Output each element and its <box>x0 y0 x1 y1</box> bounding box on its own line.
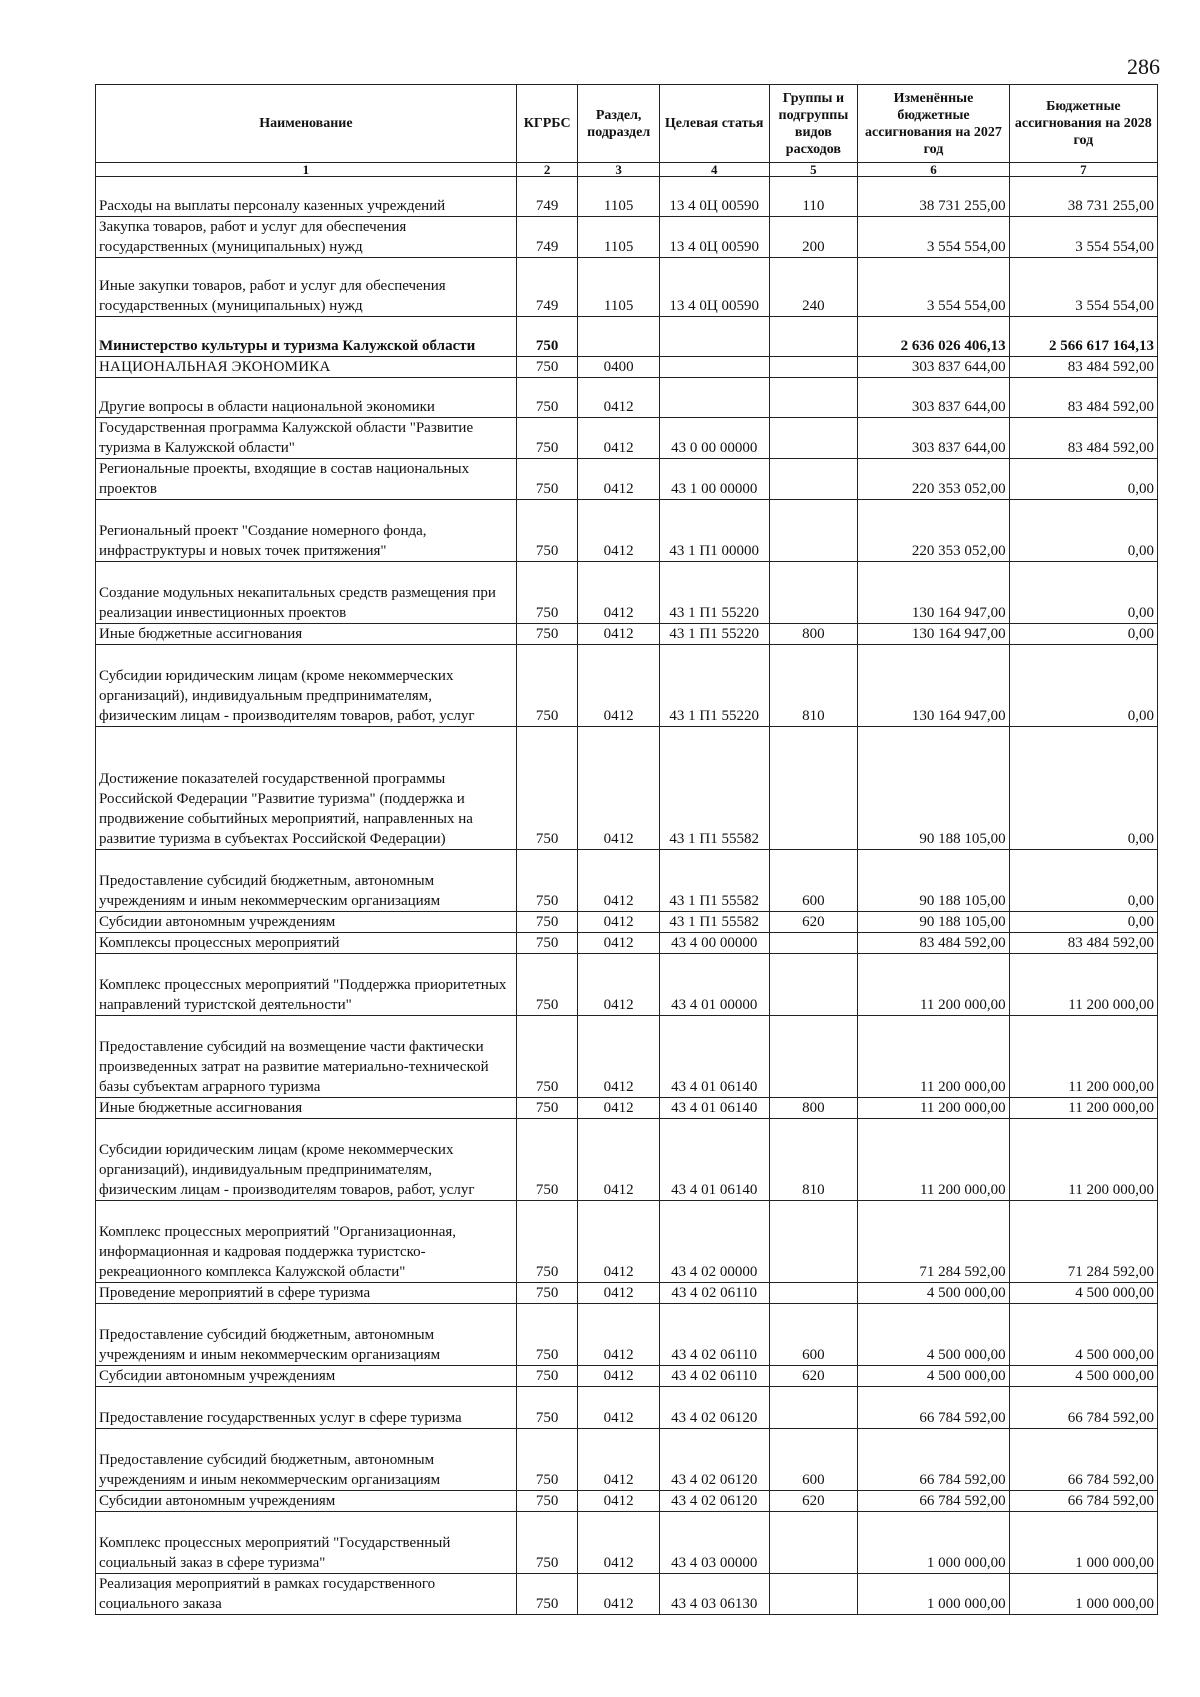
row-razdel <box>578 317 659 357</box>
row-sum-2028: 83 484 592,00 <box>1009 418 1157 459</box>
row-name: Предоставление государственных услуг в сфере туризма <box>96 1387 517 1429</box>
table-row <box>96 727 1158 850</box>
row-cel: 43 0 00 00000 <box>659 418 769 459</box>
header-kgrbs: КГРБС <box>516 85 578 163</box>
table-row <box>96 378 1158 418</box>
row-sum-2028: 83 484 592,00 <box>1009 378 1157 418</box>
row-vr <box>769 459 858 500</box>
row-razdel: 0400 <box>578 357 659 378</box>
row-kgrbs: 750 <box>516 1098 578 1119</box>
row-kgrbs: 750 <box>516 1387 578 1429</box>
row-cel: 43 4 03 00000 <box>659 1512 769 1574</box>
row-sum-2028: 71 284 592,00 <box>1009 1201 1157 1283</box>
row-vr: 800 <box>769 624 858 645</box>
row-razdel: 0412 <box>578 727 659 850</box>
row-razdel: 0412 <box>578 954 659 1016</box>
row-kgrbs: 749 <box>516 217 578 258</box>
row-sum-2028: 11 200 000,00 <box>1009 1016 1157 1098</box>
row-sum-2028: 11 200 000,00 <box>1009 954 1157 1016</box>
row-name: Региональный проект "Создание номерного фонда, инфраструктуры и новых точек притяжения" <box>96 500 517 562</box>
row-vr <box>769 1283 858 1304</box>
row-sum-2027: 303 837 644,00 <box>858 418 1009 459</box>
row-sum-2027: 66 784 592,00 <box>858 1429 1009 1491</box>
table-row <box>96 933 1158 954</box>
row-kgrbs: 750 <box>516 1574 578 1615</box>
table-row <box>96 217 1158 258</box>
header-razdel: Раздел, подраздел <box>578 85 659 163</box>
col-number: 1 <box>96 163 517 177</box>
row-razdel: 0412 <box>578 1366 659 1387</box>
table-row <box>96 459 1158 500</box>
row-razdel: 0412 <box>578 912 659 933</box>
row-razdel: 0412 <box>578 850 659 912</box>
row-cel: 13 4 0Ц 00590 <box>659 217 769 258</box>
row-razdel: 0412 <box>578 1512 659 1574</box>
row-cel <box>659 357 769 378</box>
row-sum-2027: 83 484 592,00 <box>858 933 1009 954</box>
row-cel: 43 1 П1 55220 <box>659 624 769 645</box>
row-vr <box>769 1512 858 1574</box>
row-kgrbs: 750 <box>516 1119 578 1201</box>
row-name: Предоставление субсидий бюджетным, автономным учреждениям и иным некоммерческим организациям <box>96 1429 517 1491</box>
row-cel: 43 4 02 06110 <box>659 1304 769 1366</box>
row-vr: 240 <box>769 258 858 317</box>
row-sum-2027: 71 284 592,00 <box>858 1201 1009 1283</box>
row-sum-2027: 90 188 105,00 <box>858 850 1009 912</box>
table-row <box>96 1119 1158 1201</box>
row-cel: 43 4 01 00000 <box>659 954 769 1016</box>
row-kgrbs: 750 <box>516 624 578 645</box>
row-name: Региональные проекты, входящие в состав национальных проектов <box>96 459 517 500</box>
row-vr: 620 <box>769 912 858 933</box>
row-vr <box>769 933 858 954</box>
row-sum-2027: 4 500 000,00 <box>858 1283 1009 1304</box>
row-name: НАЦИОНАЛЬНАЯ ЭКОНОМИКА <box>96 357 517 378</box>
row-vr <box>769 1387 858 1429</box>
header-sum-2027: Изменённые бюджетные ассигнования на 2027 год <box>858 85 1009 163</box>
row-kgrbs: 750 <box>516 1366 578 1387</box>
row-kgrbs: 750 <box>516 912 578 933</box>
row-name: Создание модульных некапитальных средств размещения при реализации инвестиционных проектов <box>96 562 517 624</box>
row-name: Министерство культуры и туризма Калужской области <box>96 317 517 357</box>
row-sum-2027: 2 636 026 406,13 <box>858 317 1009 357</box>
table-row <box>96 624 1158 645</box>
row-kgrbs: 750 <box>516 1512 578 1574</box>
row-sum-2028: 2 566 617 164,13 <box>1009 317 1157 357</box>
row-sum-2028: 0,00 <box>1009 727 1157 850</box>
row-name: Предоставление субсидий бюджетным, автономным учреждениям и иным некоммерческим организациям <box>96 1304 517 1366</box>
row-name: Иные закупки товаров, работ и услуг для обеспечения государственных (муниципальных) нужд <box>96 258 517 317</box>
row-sum-2027: 4 500 000,00 <box>858 1366 1009 1387</box>
row-kgrbs: 750 <box>516 357 578 378</box>
row-razdel: 0412 <box>578 933 659 954</box>
row-razdel: 0412 <box>578 562 659 624</box>
row-sum-2028: 1 000 000,00 <box>1009 1512 1157 1574</box>
row-name: Закупка товаров, работ и услуг для обеспечения государственных (муниципальных) нужд <box>96 217 517 258</box>
row-razdel: 0412 <box>578 1574 659 1615</box>
table-row <box>96 317 1158 357</box>
row-sum-2028: 66 784 592,00 <box>1009 1387 1157 1429</box>
row-vr <box>769 378 858 418</box>
page-number: 286 <box>1127 54 1160 79</box>
row-sum-2028: 0,00 <box>1009 645 1157 727</box>
row-vr <box>769 418 858 459</box>
row-vr: 810 <box>769 1119 858 1201</box>
row-sum-2027: 3 554 554,00 <box>858 258 1009 317</box>
row-cel: 43 4 03 06130 <box>659 1574 769 1615</box>
row-vr <box>769 500 858 562</box>
row-razdel: 0412 <box>578 1119 659 1201</box>
row-razdel: 1105 <box>578 217 659 258</box>
row-vr: 800 <box>769 1098 858 1119</box>
row-kgrbs: 750 <box>516 562 578 624</box>
row-vr: 110 <box>769 177 858 217</box>
row-sum-2028: 11 200 000,00 <box>1009 1098 1157 1119</box>
col-number: 5 <box>769 163 858 177</box>
row-kgrbs: 750 <box>516 727 578 850</box>
header-cel: Целевая статья <box>659 85 769 163</box>
table-row <box>96 258 1158 317</box>
table-row <box>96 1366 1158 1387</box>
row-name: Предоставление субсидий бюджетным, автономным учреждениям и иным некоммерческим организациям <box>96 850 517 912</box>
row-sum-2027: 90 188 105,00 <box>858 912 1009 933</box>
row-sum-2028: 83 484 592,00 <box>1009 357 1157 378</box>
row-kgrbs: 750 <box>516 1429 578 1491</box>
row-sum-2027: 11 200 000,00 <box>858 954 1009 1016</box>
row-sum-2027: 66 784 592,00 <box>858 1387 1009 1429</box>
row-sum-2028: 83 484 592,00 <box>1009 933 1157 954</box>
row-razdel: 0412 <box>578 624 659 645</box>
row-cel: 43 1 П1 55582 <box>659 850 769 912</box>
table-row <box>96 177 1158 217</box>
row-vr: 810 <box>769 645 858 727</box>
row-sum-2027: 11 200 000,00 <box>858 1098 1009 1119</box>
row-cel: 43 1 П1 55582 <box>659 727 769 850</box>
row-vr: 600 <box>769 1429 858 1491</box>
row-razdel: 0412 <box>578 1429 659 1491</box>
row-name: Субсидии юридическим лицам (кроме некоммерческих организаций), индивидуальным предпринимателям, физическим лицам - производителям товаров, работ, услуг <box>96 645 517 727</box>
row-sum-2028: 4 500 000,00 <box>1009 1283 1157 1304</box>
row-kgrbs: 750 <box>516 850 578 912</box>
header-group: Группы и подгруппы видов расходов <box>769 85 858 163</box>
row-name: Государственная программа Калужской области "Развитие туризма в Калужской области" <box>96 418 517 459</box>
row-cel: 13 4 0Ц 00590 <box>659 177 769 217</box>
row-kgrbs: 750 <box>516 1491 578 1512</box>
row-sum-2027: 130 164 947,00 <box>858 645 1009 727</box>
row-vr <box>769 954 858 1016</box>
row-vr <box>769 357 858 378</box>
row-vr: 620 <box>769 1491 858 1512</box>
row-name: Субсидии автономным учреждениям <box>96 1491 517 1512</box>
row-sum-2028: 4 500 000,00 <box>1009 1304 1157 1366</box>
table-row <box>96 1387 1158 1429</box>
table-row <box>96 562 1158 624</box>
row-vr: 600 <box>769 1304 858 1366</box>
row-kgrbs: 749 <box>516 258 578 317</box>
row-razdel: 0412 <box>578 500 659 562</box>
row-name: Комплексы процессных мероприятий <box>96 933 517 954</box>
row-kgrbs: 750 <box>516 1283 578 1304</box>
row-cel: 43 1 П1 00000 <box>659 500 769 562</box>
header-row <box>96 85 1158 163</box>
row-razdel: 1105 <box>578 258 659 317</box>
row-sum-2027: 38 731 255,00 <box>858 177 1009 217</box>
row-razdel: 0412 <box>578 459 659 500</box>
row-kgrbs: 750 <box>516 645 578 727</box>
row-sum-2027: 130 164 947,00 <box>858 562 1009 624</box>
row-name: Субсидии юридическим лицам (кроме некоммерческих организаций), индивидуальным предпринимателям, физическим лицам - производителям товаров, работ, услуг <box>96 1119 517 1201</box>
row-cel: 43 4 02 06120 <box>659 1429 769 1491</box>
row-cel: 43 1 00 00000 <box>659 459 769 500</box>
row-vr <box>769 1201 858 1283</box>
row-name: Проведение мероприятий в сфере туризма <box>96 1283 517 1304</box>
row-sum-2028: 0,00 <box>1009 912 1157 933</box>
table-row <box>96 1304 1158 1366</box>
row-sum-2027: 1 000 000,00 <box>858 1574 1009 1615</box>
row-name: Достижение показателей государственной программы Российской Федерации "Развитие туризма" (поддержка и продвижение событийных мероприятий, направленных на развитие туризма в субъектах Российской Федерации) <box>96 727 517 850</box>
col-number: 7 <box>1009 163 1157 177</box>
row-sum-2027: 4 500 000,00 <box>858 1304 1009 1366</box>
table-row <box>96 954 1158 1016</box>
row-name: Расходы на выплаты персоналу казенных учреждений <box>96 177 517 217</box>
row-sum-2028: 38 731 255,00 <box>1009 177 1157 217</box>
row-vr <box>769 1574 858 1615</box>
table-row <box>96 1283 1158 1304</box>
row-cel <box>659 317 769 357</box>
row-sum-2028: 4 500 000,00 <box>1009 1366 1157 1387</box>
row-name: Субсидии автономным учреждениям <box>96 1366 517 1387</box>
table-row <box>96 1491 1158 1512</box>
row-sum-2028: 0,00 <box>1009 500 1157 562</box>
header-sum-2028: Бюджетные ассигнования на 2028 год <box>1009 85 1157 163</box>
row-sum-2027: 11 200 000,00 <box>858 1016 1009 1098</box>
table-row <box>96 912 1158 933</box>
row-name: Иные бюджетные ассигнования <box>96 1098 517 1119</box>
row-sum-2028: 0,00 <box>1009 459 1157 500</box>
row-vr: 200 <box>769 217 858 258</box>
row-cel: 43 4 00 00000 <box>659 933 769 954</box>
row-name: Комплекс процессных мероприятий "Организационная, информационная и кадровая поддержка туристско-рекреационного комплекса Калужской области" <box>96 1201 517 1283</box>
row-name: Другие вопросы в области национальной экономики <box>96 378 517 418</box>
row-vr: 600 <box>769 850 858 912</box>
row-kgrbs: 750 <box>516 1304 578 1366</box>
row-cel: 43 4 02 06110 <box>659 1283 769 1304</box>
row-sum-2028: 66 784 592,00 <box>1009 1491 1157 1512</box>
row-cel: 43 1 П1 55220 <box>659 645 769 727</box>
row-sum-2027: 11 200 000,00 <box>858 1119 1009 1201</box>
row-razdel: 0412 <box>578 1098 659 1119</box>
row-name: Предоставление субсидий на возмещение части фактически произведенных затрат на развитие материально-технической базы субъектам аграрного туризма <box>96 1016 517 1098</box>
table-row <box>96 645 1158 727</box>
row-sum-2027: 220 353 052,00 <box>858 459 1009 500</box>
row-sum-2028: 0,00 <box>1009 624 1157 645</box>
column-number-row <box>96 163 1158 177</box>
row-sum-2027: 303 837 644,00 <box>858 357 1009 378</box>
row-kgrbs: 750 <box>516 933 578 954</box>
table-row <box>96 1098 1158 1119</box>
row-name: Реализация мероприятий в рамках государственного социального заказа <box>96 1574 517 1615</box>
row-cel: 43 4 01 06140 <box>659 1016 769 1098</box>
table-row <box>96 850 1158 912</box>
col-number: 2 <box>516 163 578 177</box>
table-row <box>96 1512 1158 1574</box>
row-razdel: 0412 <box>578 1304 659 1366</box>
row-razdel: 0412 <box>578 1283 659 1304</box>
row-kgrbs: 750 <box>516 1016 578 1098</box>
row-cel: 43 4 02 00000 <box>659 1201 769 1283</box>
row-vr <box>769 727 858 850</box>
row-cel: 13 4 0Ц 00590 <box>659 258 769 317</box>
row-sum-2028: 1 000 000,00 <box>1009 1574 1157 1615</box>
row-razdel: 0412 <box>578 418 659 459</box>
table-row <box>96 1574 1158 1615</box>
row-razdel: 0412 <box>578 1016 659 1098</box>
row-name: Комплекс процессных мероприятий "Поддержка приоритетных направлений туристской деятельности" <box>96 954 517 1016</box>
row-cel: 43 4 02 06110 <box>659 1366 769 1387</box>
row-cel: 43 4 02 06120 <box>659 1387 769 1429</box>
col-number: 3 <box>578 163 659 177</box>
row-sum-2027: 220 353 052,00 <box>858 500 1009 562</box>
row-razdel: 0412 <box>578 378 659 418</box>
row-cel: 43 4 01 06140 <box>659 1098 769 1119</box>
row-sum-2028: 11 200 000,00 <box>1009 1119 1157 1201</box>
header-name: Наименование <box>96 85 517 163</box>
row-sum-2028: 0,00 <box>1009 562 1157 624</box>
row-sum-2028: 66 784 592,00 <box>1009 1429 1157 1491</box>
row-kgrbs: 750 <box>516 1201 578 1283</box>
row-sum-2028: 0,00 <box>1009 850 1157 912</box>
row-kgrbs: 750 <box>516 459 578 500</box>
row-razdel: 0412 <box>578 1491 659 1512</box>
row-name: Иные бюджетные ассигнования <box>96 624 517 645</box>
table-row <box>96 357 1158 378</box>
row-cel: 43 1 П1 55582 <box>659 912 769 933</box>
table-row <box>96 1201 1158 1283</box>
row-kgrbs: 750 <box>516 954 578 1016</box>
row-name: Комплекс процессных мероприятий "Государственный социальный заказ в сфере туризма" <box>96 1512 517 1574</box>
row-sum-2027: 130 164 947,00 <box>858 624 1009 645</box>
col-number: 6 <box>858 163 1009 177</box>
row-cel: 43 1 П1 55220 <box>659 562 769 624</box>
row-sum-2027: 90 188 105,00 <box>858 727 1009 850</box>
row-sum-2027: 303 837 644,00 <box>858 378 1009 418</box>
row-kgrbs: 750 <box>516 418 578 459</box>
row-sum-2027: 3 554 554,00 <box>858 217 1009 258</box>
row-kgrbs: 750 <box>516 317 578 357</box>
col-number: 4 <box>659 163 769 177</box>
table-row <box>96 1016 1158 1098</box>
row-sum-2027: 1 000 000,00 <box>858 1512 1009 1574</box>
row-cel <box>659 378 769 418</box>
row-vr <box>769 317 858 357</box>
row-razdel: 0412 <box>578 1387 659 1429</box>
row-sum-2028: 3 554 554,00 <box>1009 217 1157 258</box>
row-sum-2028: 3 554 554,00 <box>1009 258 1157 317</box>
row-razdel: 0412 <box>578 645 659 727</box>
row-razdel: 0412 <box>578 1201 659 1283</box>
row-cel: 43 4 01 06140 <box>659 1119 769 1201</box>
row-kgrbs: 750 <box>516 500 578 562</box>
table-row <box>96 500 1158 562</box>
row-kgrbs: 749 <box>516 177 578 217</box>
row-cel: 43 4 02 06120 <box>659 1491 769 1512</box>
table-row <box>96 418 1158 459</box>
row-kgrbs: 750 <box>516 378 578 418</box>
row-razdel: 1105 <box>578 177 659 217</box>
table-row <box>96 1429 1158 1491</box>
row-vr <box>769 562 858 624</box>
row-vr <box>769 1016 858 1098</box>
row-name: Субсидии автономным учреждениям <box>96 912 517 933</box>
row-vr: 620 <box>769 1366 858 1387</box>
budget-table <box>95 84 1158 1615</box>
row-sum-2027: 66 784 592,00 <box>858 1491 1009 1512</box>
